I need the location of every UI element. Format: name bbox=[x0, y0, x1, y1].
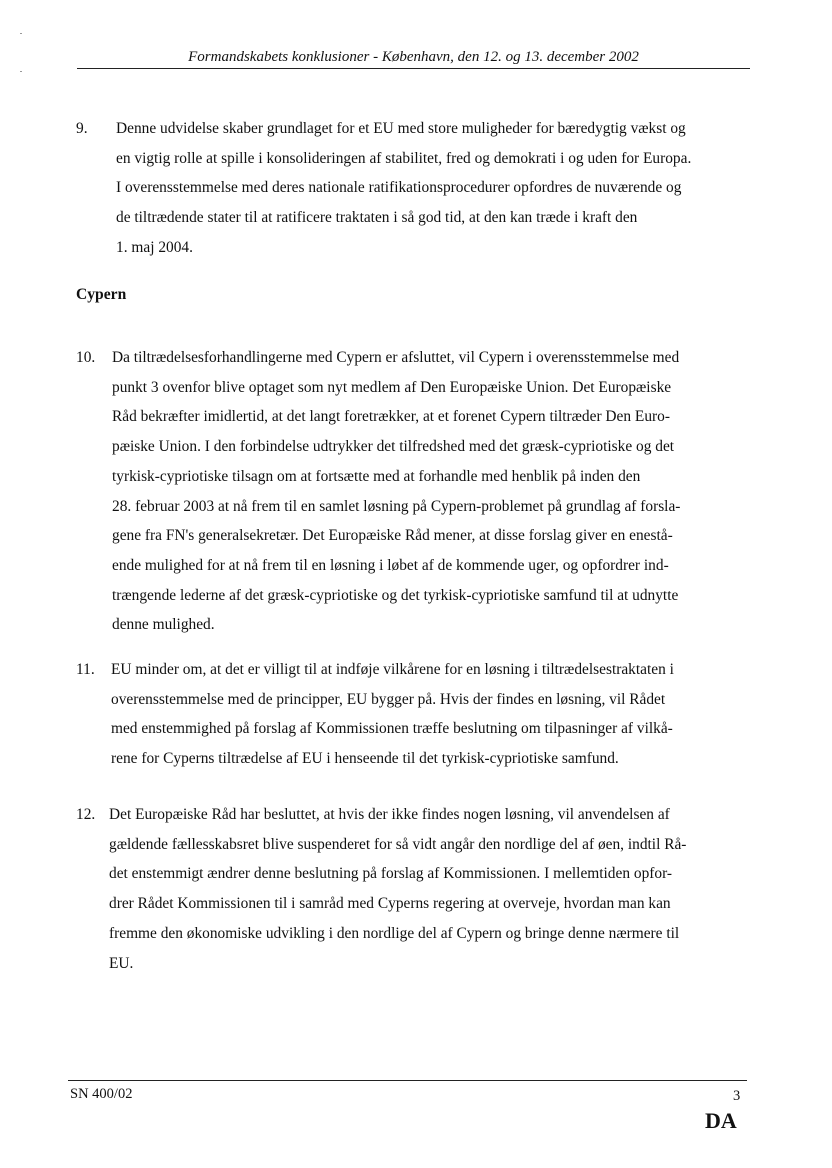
text-line: Denne udvidelse skaber grundlaget for et EU med store muligheder for bæredygtig vækst og bbox=[116, 120, 686, 137]
text-line: denne mulighed. bbox=[112, 616, 215, 634]
text-line: I overensstemmelse med deres nationale ratifikationsprocedurer opfordres de nuværende og bbox=[116, 179, 682, 197]
text-line: fremme den økonomiske udvikling i den nordlige del af Cypern og bringe denne nærmere til bbox=[109, 924, 680, 942]
paragraph-number: 11. bbox=[76, 661, 95, 678]
text-line: Råd bekræfter imidlertid, at det langt foretrækker, at et forenet Cypern tiltræder Den Euro- bbox=[112, 408, 670, 426]
paragraph-number: 12. bbox=[76, 806, 96, 823]
text-line: en vigtig rolle at spille i konsolideringen af stabilitet, fred og demokrati i og uden for Europa. bbox=[116, 149, 692, 167]
language-code: DA bbox=[705, 1108, 737, 1133]
text-line: rene for Cyperns tiltrædelse af EU i henseende til det tyrkisk-cypriotiske samfund. bbox=[111, 750, 619, 768]
scan-speck bbox=[20, 33, 22, 34]
section-heading: Cypern bbox=[76, 286, 127, 303]
page-header: Formandskabets konklusioner - København, den 12. og 13. december 2002 bbox=[77, 49, 750, 69]
text-line: drer Rådet Kommissionen til i samråd med Cyperns regering at overveje, hvordan man kan bbox=[109, 895, 671, 913]
document-id: SN 400/02 bbox=[70, 1086, 133, 1102]
text-line: Da tiltrædelsesforhandlingerne med Cypern er afsluttet, vil Cypern i overensstemmelse med bbox=[112, 349, 680, 366]
text-line: 1. maj 2004. bbox=[116, 238, 193, 256]
text-line: med enstemmighed på forslag af Kommissionen træffe beslutning om tilpasninger af vilkå- bbox=[111, 720, 673, 738]
text-line: de tiltrædende stater til at ratificere traktaten i så god tid, at den kan træde i kraft den bbox=[116, 209, 638, 227]
text-line: trængende lederne af det græsk-cypriotiske og det tyrkisk-cypriotiske samfund til at udnytte bbox=[112, 586, 679, 604]
text-line: gældende fællesskabsret blive suspenderet for så vidt angår den nordlige del af øen, indtil Rå- bbox=[109, 835, 687, 853]
text-line: tyrkisk-cypriotiske tilsagn om at fortsætte med at forhandle med henblik på inden den bbox=[112, 467, 641, 485]
text-line: EU. bbox=[109, 954, 134, 972]
paragraph-number: 10. bbox=[76, 349, 96, 366]
text-line: punkt 3 ovenfor blive optaget som nyt medlem af Den Europæiske Union. Det Europæiske bbox=[112, 378, 672, 396]
text-line: pæiske Union. I den forbindelse udtrykker det tilfredshed med det græsk-cypriotiske og det bbox=[112, 438, 675, 456]
text-line: overensstemmelse med de principper, EU bygger på. Hvis der findes en løsning, vil Rådet bbox=[111, 690, 666, 708]
text-line: Det Europæiske Råd har besluttet, at hvis der ikke findes nogen løsning, vil anvendelsen af bbox=[109, 806, 670, 823]
text-line: 28. februar 2003 at nå frem til en samlet løsning på Cypern-problemet på grundlag af forsla- bbox=[112, 497, 681, 515]
text-line: gene fra FN's generalsekretær. Det Europæiske Råd mener, at disse forslag giver en enestå- bbox=[112, 527, 673, 545]
scan-speck bbox=[20, 71, 22, 72]
footer-divider bbox=[68, 1080, 747, 1081]
page-number: 3 bbox=[733, 1088, 741, 1104]
text-line: ende mulighed for at nå frem til en løsning i løbet af de kommende uger, og opfordrer ind- bbox=[112, 556, 669, 574]
text-line: det enstemmigt ændrer denne beslutning på forslag af Kommissionen. I mellemtiden opfor- bbox=[109, 865, 673, 883]
text-line: EU minder om, at det er villigt til at indføje vilkårene for en løsning i tiltrædelsestraktaten i bbox=[111, 661, 674, 678]
paragraph-number: 9. bbox=[76, 120, 88, 137]
